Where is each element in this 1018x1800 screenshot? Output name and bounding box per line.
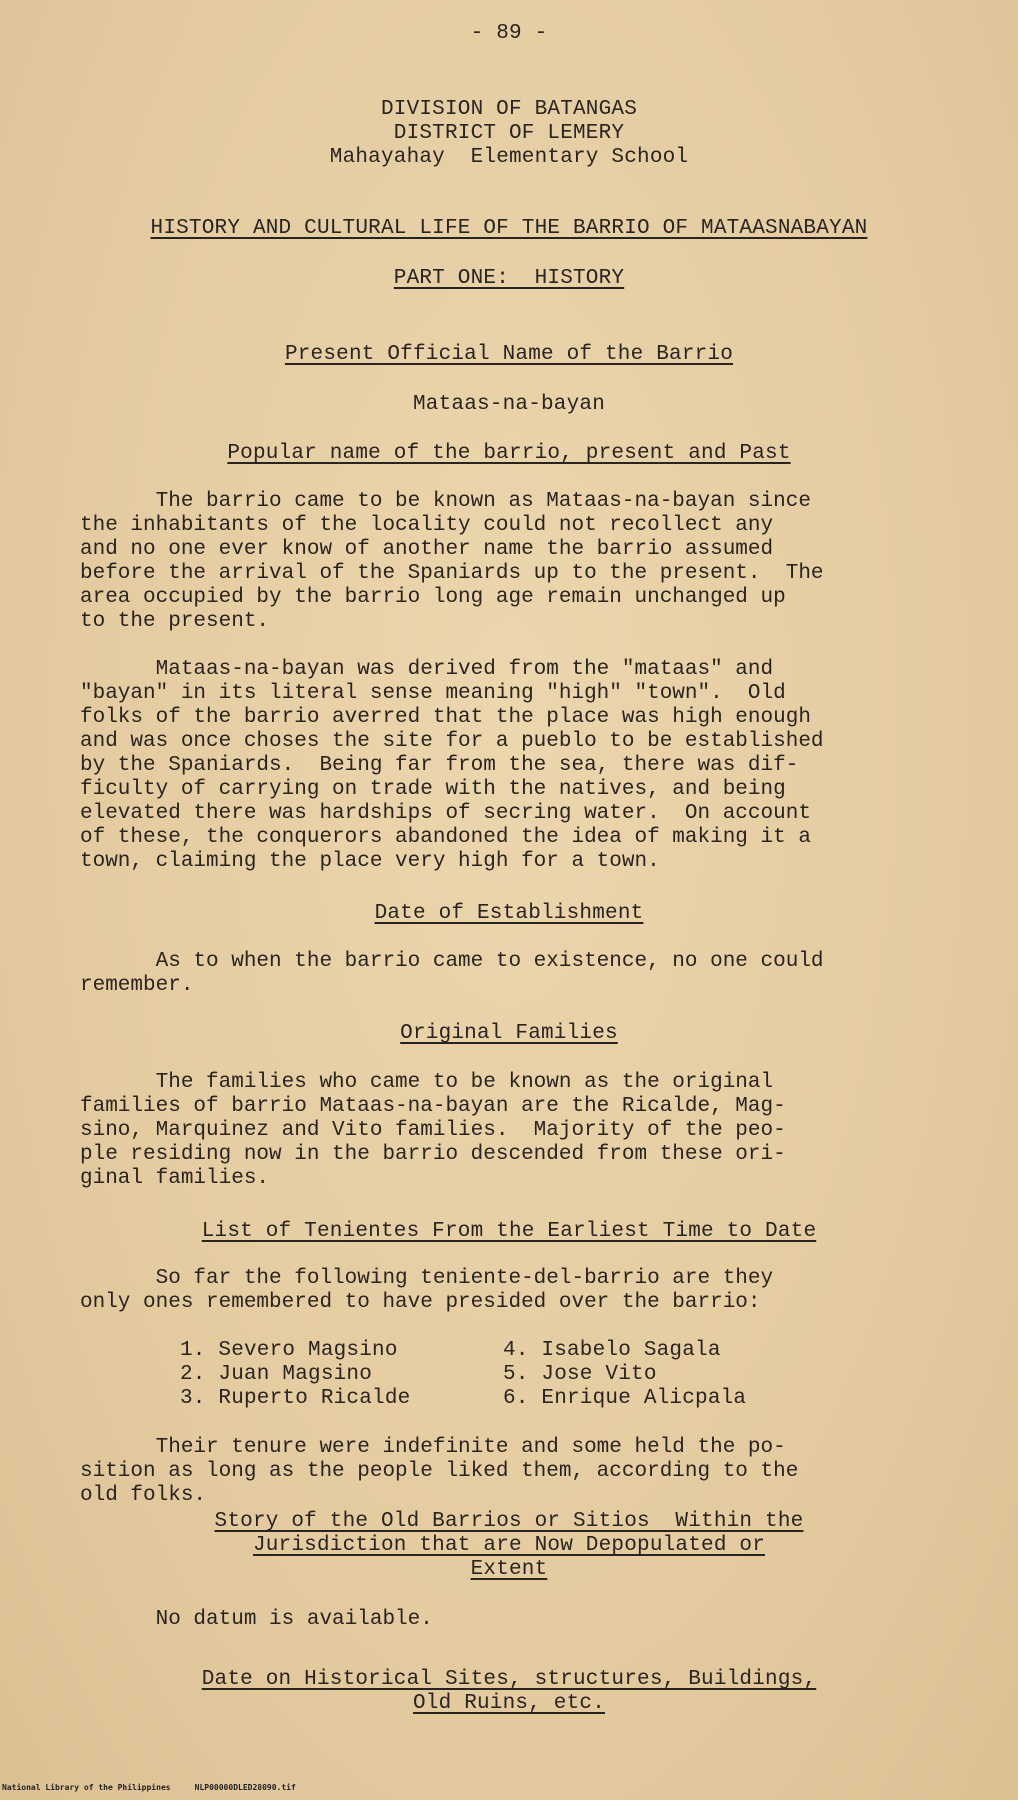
establishment-paragraph <box>80 950 960 998</box>
teniente-item: 6. Enrique Alicpala <box>503 1387 747 1410</box>
paragraph-line: "bayan" in its literal sense meaning "high" "town". Old <box>80 682 786 705</box>
paragraph-line: ginal families. <box>80 1167 270 1190</box>
paragraph-line: the inhabitants of the locality could not recollect any <box>80 514 774 537</box>
popular-name-heading: Popular name of the barrio, present and Past <box>227 442 791 465</box>
district-heading: DISTRICT OF LEMERY <box>393 122 625 145</box>
paragraph-line: town, claiming the place very high for a town. <box>80 850 660 873</box>
teniente-item: 5. Jose Vito <box>503 1363 657 1386</box>
paragraph-line: old folks. <box>80 1484 207 1507</box>
paragraph-line: by the Spaniards. Being far from the sea, there was dif- <box>80 754 799 777</box>
old-barrios-heading-line: Story of the Old Barrios or Sitios Within the <box>214 1510 804 1533</box>
page-number: - 89 - <box>470 22 548 45</box>
main-title: HISTORY AND CULTURAL LIFE OF THE BARRIO OF MATAASNABAYAN <box>150 217 868 240</box>
paragraph-line: sition as long as the people liked them, according to the <box>80 1460 799 1483</box>
paragraph-line: folks of the barrio averred that the place was high enough <box>80 706 811 729</box>
teniente-item: 1. Severo Magsino <box>180 1339 398 1362</box>
paragraph-line: elevated there was hardships of secring water. On account <box>80 802 811 825</box>
part-title: PART ONE: HISTORY <box>393 267 625 290</box>
tenientes-heading: List of Tenientes From the Earliest Time to Date <box>201 1220 817 1243</box>
paragraph-line: of these, the conquerors abandoned the idea of making it a <box>80 826 811 849</box>
tenientes-intro <box>80 1267 960 1315</box>
paragraph-line: So far the following teniente-del-barrio are they <box>80 1267 774 1290</box>
establishment-heading: Date of Establishment <box>374 902 644 925</box>
popular-name-paragraph <box>80 490 960 634</box>
families-heading: Original Families <box>400 1022 618 1045</box>
paragraph-line: sino, Marquinez and Vito families. Majority of the peo- <box>80 1119 786 1142</box>
tenure-paragraph <box>80 1436 960 1508</box>
paragraph-line: Mataas-na-bayan was derived from the "mataas" and <box>80 658 774 681</box>
paragraph-line: only ones remembered to have presided over the barrio: <box>80 1291 761 1314</box>
paragraph-line: and was once choses the site for a pueblo to be established <box>80 730 824 753</box>
paragraph-line: No datum is available. <box>80 1608 433 1631</box>
division-heading: DIVISION OF BATANGAS <box>380 98 638 121</box>
official-name-heading: Present Official Name of the Barrio <box>284 343 734 366</box>
paragraph-line: The barrio came to be known as Mataas-na-bayan since <box>80 490 811 513</box>
paragraph-line: to the present. <box>80 610 270 633</box>
old-barrios-heading-line: Jurisdiction that are Now Depopulated or <box>252 1534 766 1557</box>
official-name-value: Mataas-na-bayan <box>412 393 606 416</box>
old-barrios-heading-line: Extent <box>470 1558 548 1581</box>
derivation-paragraph <box>80 658 960 874</box>
teniente-item: 3. Ruperto Ricalde <box>180 1387 411 1410</box>
school-heading: Mahayahay Elementary School <box>329 146 689 169</box>
paragraph-line: before the arrival of the Spaniards up to the present. The <box>80 562 824 585</box>
paragraph-line: ple residing now in the barrio descended from these ori- <box>80 1143 786 1166</box>
paragraph-line: The families who came to be known as the original <box>80 1071 774 1094</box>
teniente-item: 4. Isabelo Sagala <box>503 1339 721 1362</box>
teniente-item: 2. Juan Magsino <box>180 1363 373 1386</box>
historical-sites-heading-line: Date on Historical Sites, structures, Buildings, <box>201 1668 817 1691</box>
paragraph-line: area occupied by the barrio long age remain unchanged up <box>80 586 786 609</box>
families-paragraph <box>80 1071 960 1191</box>
paragraph-line: Their tenure were indefinite and some held the po- <box>80 1436 786 1459</box>
paragraph-line: families of barrio Mataas-na-bayan are the Ricalde, Mag- <box>80 1095 786 1118</box>
paragraph-line: ficulty of carrying on trade with the natives, and being <box>80 778 786 801</box>
paragraph-line: As to when the barrio came to existence, no one could <box>80 950 824 973</box>
historical-sites-heading-line: Old Ruins, etc. <box>412 1692 606 1715</box>
paragraph-line: remember. <box>80 974 194 997</box>
paragraph-line: and no one ever know of another name the barrio assumed <box>80 538 774 561</box>
old-barrios-paragraph <box>80 1608 960 1632</box>
archive-footer: National Library of the Philippines NLP00000DLED28090.tif <box>2 1783 296 1792</box>
